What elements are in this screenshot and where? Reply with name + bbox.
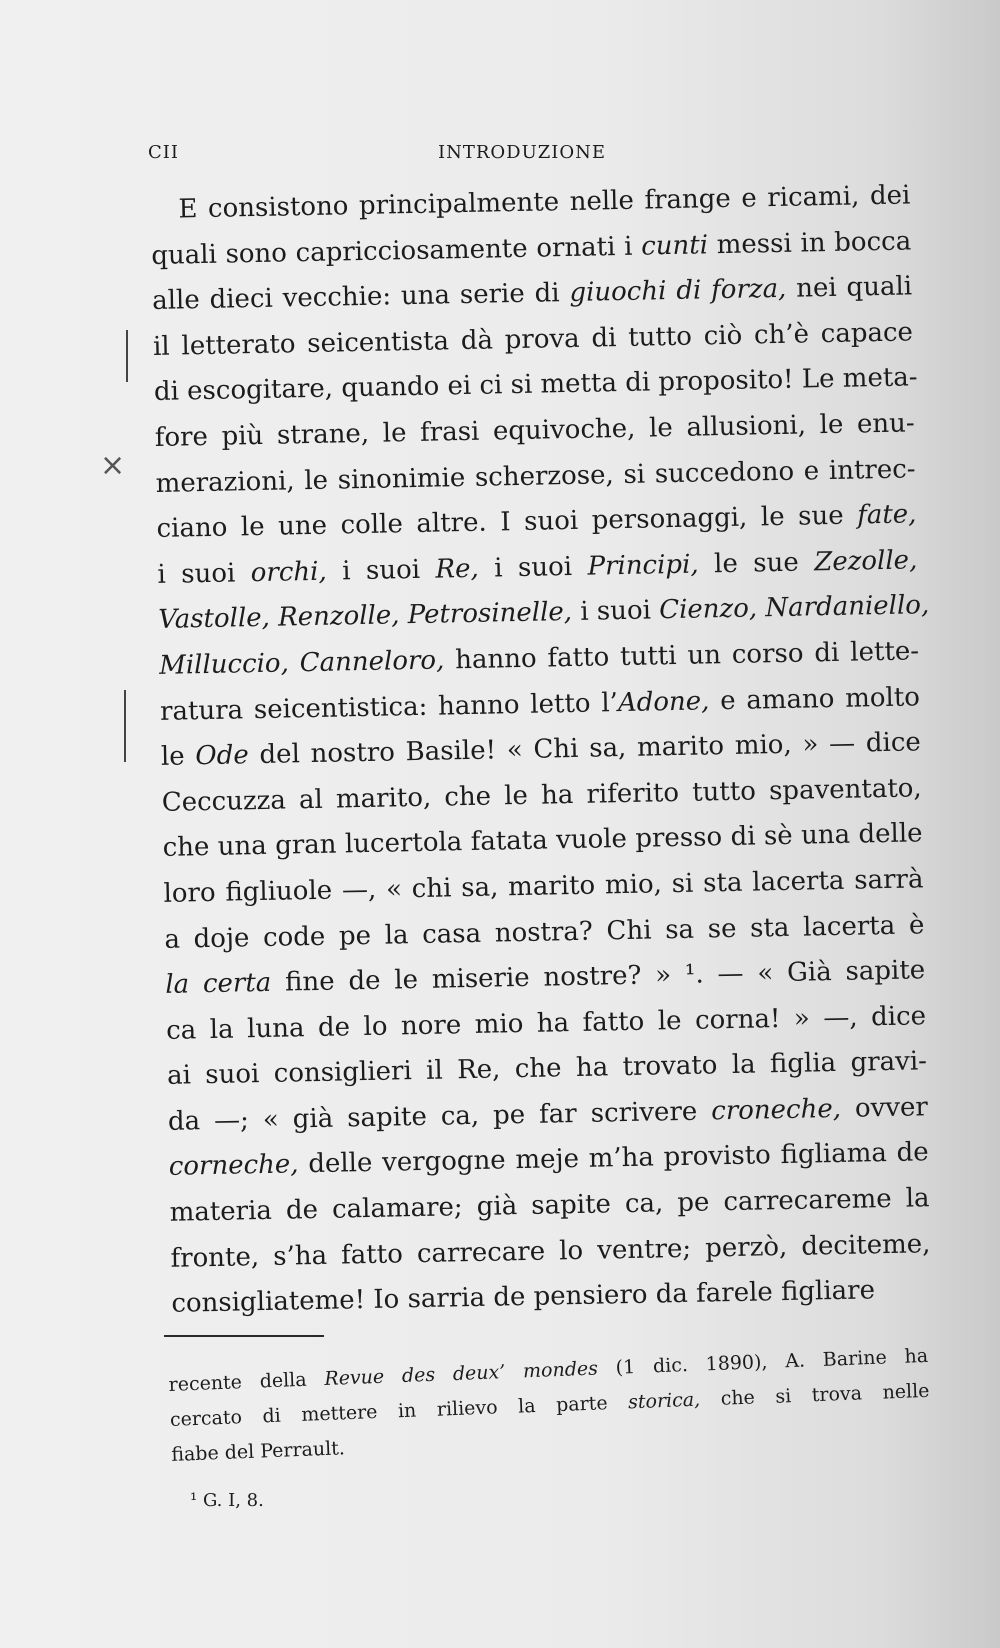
text-segment: corneche, [168,1149,299,1183]
text-segment: le [160,741,196,773]
footnote-block [168,1339,931,1473]
text-segment: i suoi [478,551,588,584]
text-segment: che si trova nelle [699,1379,930,1411]
text-segment: (1 dic. 1890), A. Barine ha [597,1344,929,1380]
text-segment: fine de le miserie nostre? » ¹. — « Già sapite [270,955,926,998]
text-segment: Ode [195,740,250,772]
text-segment: orchi, [250,556,327,588]
text-segment: le sue [698,547,815,580]
text-segment: Milluccio, Canneloro, [158,645,445,681]
text-segment: ratura seicentistica: hanno letto l’ [159,687,619,727]
text-segment: cercato di mettere in rilievo la parte [169,1391,629,1431]
text-segment: ciano le une colle altre. I suoi personaggi, le sue [156,500,858,545]
text-segment: Revue des deux’ mondes [323,1357,599,1390]
text-segment: nei quali [786,271,913,304]
text-segment: quali sono capricciosamente ornati i [151,231,642,271]
text-segment: ca la luna de lo nore mio ha fatto le corna! » —, dice [165,1000,927,1046]
text-segment: e amano molto [709,681,921,716]
text-segment: delle vergogne meje m’ha provisto figliama de [298,1137,929,1180]
text-segment: alle dieci vecchie: una serie di [151,278,570,317]
text-segment: Zezolle, [813,545,918,578]
text-segment: loro figliuole —, « chi sa, marito mio, si sta lacerta sarrà [163,864,924,909]
text-segment: fiabe del Perrault. [170,1437,346,1466]
text-segment: Ceccuzza al marito, che le ha riferito tutto spaventato, [161,773,922,818]
text-segment: i suoi [157,557,252,590]
text-segment: di escogitare, quando ei ci si metta di proposito! Le meta- [153,362,918,408]
text-segment: Adone, [617,685,710,718]
text-segment: hanno fatto tutti un corso di lette- [444,636,920,676]
text-segment: merazioni, le sinonimie scherzose, si succedono e intrec- [155,453,916,499]
margin-pencil-bracket [124,690,126,762]
page-header [148,142,828,172]
text-segment: messi in bocca [707,225,912,260]
text-segment: fate, [856,499,917,531]
text-segment: croneche, [710,1093,842,1127]
footnote-reference: ¹ G. I, 8. [190,1490,264,1511]
text-segment: Re, [435,553,480,585]
text-segment: che una gran lucertola fatata vuole presso di sè una delle [162,818,923,864]
text-segment: storica, [627,1388,701,1414]
text-segment: fronte, s’ha fatto carrecare lo ventre; perzò, deciteme, [170,1228,931,1274]
text-segment: Vastolle, Renzolle, Petrosinelle, [158,597,573,636]
text-segment: la certa [165,967,272,1000]
text-segment: fore più strane, le frasi equivoche, le allusioni, le enu- [154,408,915,453]
text-segment: a doje code pe la casa nostra? Chi sa se sta lacerta è [164,909,925,955]
text-segment: cunti [640,229,709,262]
running-title: INTRODUZIONE [438,142,607,163]
text-segment: E consistono principalmente nelle frange e ricami, dei [178,180,911,225]
margin-pencil-cross: × [100,448,126,483]
text-segment: Cienzo, Nardaniello, [658,590,930,626]
margin-pencil-bracket [126,330,128,382]
text-segment: ai suoi consiglieri il Re, che ha trovato la figlia gravi- [166,1046,928,1092]
text-segment: ovver [840,1092,929,1124]
text-segment: giuochi di forza, [569,273,787,309]
text-segment: il letterato seicentista dà prova di tutto ciò ch’è capace [152,317,914,362]
text-segment: i suoi [326,554,436,587]
text-segment: Principi, [587,549,699,582]
text-segment: del nostro Basile! « Chi sa, marito mio, » — dice [248,727,922,771]
text-segment: da —; « già sapite ca, pe far scrivere [167,1096,712,1137]
page-number: CII [148,142,179,163]
text-segment: recente della [168,1368,325,1396]
text-segment: i suoi [571,595,660,628]
text-segment: consigliateme! Io sarria de pensiero da farele figliare [171,1275,876,1320]
main-text-block [150,173,932,1327]
footnote-rule [164,1335,324,1337]
text-segment: materia de calamare; già sapite ca, pe carrecareme la [169,1183,930,1228]
